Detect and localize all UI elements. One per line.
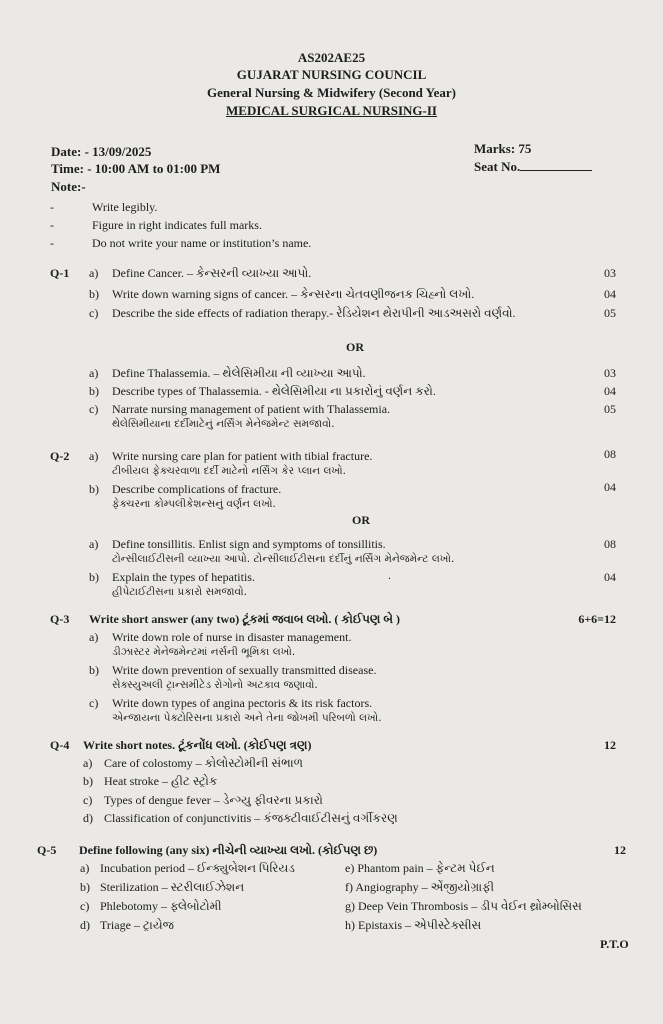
question-text: Narrate nursing management of patient with Thalassemia. [112,402,391,416]
option-number: c) [89,306,99,320]
definition-term: g) Deep Vein Thrombosis – ડીપ વેઈન થ્રોમ્બોસિસ [345,899,582,913]
option-number: b) [89,482,99,496]
question-text: Write down types of angina pectoris & its risk factors. [112,696,373,710]
question-text: Write down prevention of sexually transmitted disease. [112,663,377,677]
exam-time: Time: - 10:00 AM to 01:00 PM [51,161,221,176]
marks: 04 [604,480,616,494]
option-number: a) [89,537,99,551]
marks: 12 [614,843,626,857]
note-text: Write legibly. [92,200,158,214]
question-text: Describe complications of fracture. [112,482,282,496]
marks: 12 [604,738,616,752]
option-number: c) [89,402,99,416]
question-title: Write short answer (any two) ટૂંકમાં જવાબ લખો. ( કોઈપણ બે ) [89,612,401,626]
marks: 08 [604,537,616,551]
definition-term: Sterilization – સ્ટરીલાઈઝેશન [100,880,245,894]
question-text: Describe the side effects of radiation therapy.- રેડિયેશન થેરાપીની આડઅસરો વર્ણવો. [112,306,516,320]
gujarati-translation: ટીબીયલ ફેક્ચરવાળા દર્દી માટેનો નર્સિંગ કેર પ્લાન લખો. [112,465,347,477]
option-number: a) [80,861,90,875]
question-label: Q-4 [50,738,70,752]
question-text: Types of dengue fever – ડેન્ગ્યુ ફીવરના પ્રકારો [104,793,323,807]
gujarati-translation: હીપેટાઈટીસના પ્રકારો સમજાવો. [112,586,248,598]
question-text: Care of colostomy – કોલોસ્ટોમીની સંભાળ [104,756,304,770]
marks: 04 [604,287,616,301]
option-number: d) [80,918,90,932]
definition-term: e) Phantom pain – ફેન્ટમ પેઈન [345,861,495,875]
seat-blank-line [520,160,592,171]
or-separator: OR [352,513,370,527]
option-number: d) [83,811,93,825]
question-title: Define following (any six) નીચેની વ્યાખ્યા લખો. (કોઈપણ છ) [79,843,378,857]
seat-number [474,159,592,175]
option-number: a) [89,630,99,644]
question-text: Explain the types of hepatitis. [112,570,255,584]
gujarati-translation: સેક્સ્યુઅલી ટ્રાન્સમીટેડ રોગોનો અટકાવ જણાવો. [112,679,318,691]
option-number: a) [89,449,99,463]
option-number: c) [80,899,90,913]
question-text: Describe types of Thalassemia. - થેલેસિમીયા ના પ્રકારોનું વર્ણન કરો. [112,384,436,398]
option-number: a) [89,366,99,380]
question-text: Write down warning signs of cancer. – કેન્સરના ચેતવણીજનક ચિહ્નો લખો. [112,287,475,301]
marks: 04 [604,570,616,584]
question-text: Write down role of nurse in disaster management. [112,630,352,644]
option-number: b) [89,287,99,301]
exam-date: Date: - 13/09/2025 [51,144,152,159]
question-label: Q-2 [50,449,70,463]
definition-term: Incubation period – ઈન્ક્યુબેશન પિરિયડ [100,861,295,875]
page-turn-note: P.T.O [600,937,629,951]
question-text: Define tonsillitis. Enlist sign and symptoms of tonsillitis. [112,537,386,551]
option-number: b) [83,774,93,788]
course-name: General Nursing & Midwifery (Second Year) [206,85,456,100]
marks: 03 [604,266,616,280]
definition-term: f) Angiography – એંજીયોગ્રાફી [345,880,495,894]
option-number: a) [89,266,99,280]
question-text: Define Cancer. – કેન્સરની વ્યાખ્યા આપો. [112,266,312,280]
question-label: Q-3 [50,612,70,626]
note-bullet: - [50,200,54,214]
option-number: b) [89,570,99,584]
stray-dot: . [388,568,391,582]
note-text: Figure in right indicates full marks. [92,218,262,232]
marks: 04 [604,384,616,398]
marks: 08 [604,447,616,461]
note-heading: Note:- [51,179,86,194]
gujarati-translation: એન્જાયના પેક્ટોરિસના પ્રકારો અને તેના જોખમી પરિબળો લખો. [112,712,382,724]
paper-code: AS202AE25 [297,50,366,65]
question-text: Heat stroke – હીટ સ્ટ્રોક [104,774,218,788]
definition-term: Triage – ટ્રાયેજ [100,918,174,932]
option-number: c) [89,696,99,710]
question-text: Classification of conjunctivitis – કંજક્ટીવાઈટીસનું વર્ગીકરણ [104,811,398,825]
note-bullet: - [50,218,54,232]
option-number: b) [80,880,90,894]
option-number: b) [89,384,99,398]
option-number: b) [89,663,99,677]
marks: 05 [604,306,616,320]
question-label: Q-5 [37,843,57,857]
question-text: Define Thalassemia. – થેલેસિમીયા ની વ્યાખ્યા આપો. [112,366,366,380]
total-marks: Marks: 75 [474,141,532,156]
marks: 05 [604,402,616,416]
subject-title: MEDICAL SURGICAL NURSING-II [226,103,437,118]
or-separator: OR [346,340,364,354]
question-text: Write nursing care plan for patient with tibial fracture. [112,449,373,463]
gujarati-translation: થેલેસિમીયાના દર્દીમાટેનું નર્સિંગ મેનેજમેન્ટ સમજાવો. [112,418,335,430]
gujarati-translation: ડીઝાસ્ટર મેનેજમેન્ટમાં નર્સની ભૂમિકા લખો. [112,646,296,658]
question-title: Write short notes. ટૂંકનોંધ લખો. (કોઈપણ ત્રણ) [83,738,312,752]
gujarati-translation: ટોન્સીલાઈટીસની વ્યાખ્યા આપો. ટોન્સીલાઈટીસના દર્દીનું નર્સિંગ મેનેજમેન્ટ લખો. [112,553,455,565]
option-number: c) [83,793,93,807]
seat-label: Seat No. [474,159,521,174]
definition-term: Phlebotomy – ફ્લેબોટોમી [100,899,222,913]
option-number: a) [83,756,93,770]
question-label: Q-1 [50,266,70,280]
definition-term: h) Epistaxis – એપીસ્ટેક્સીસ [345,918,482,932]
note-text: Do not write your name or institution’s name. [92,236,312,250]
marks: 03 [604,366,616,380]
council-name: GUJARAT NURSING COUNCIL [236,67,427,82]
gujarati-translation: ફેક્ચરના કોમ્પલીકેશન્સનું વર્ણન લખો. [112,498,276,510]
note-bullet: - [50,236,54,250]
marks: 6+6=12 [578,612,616,626]
